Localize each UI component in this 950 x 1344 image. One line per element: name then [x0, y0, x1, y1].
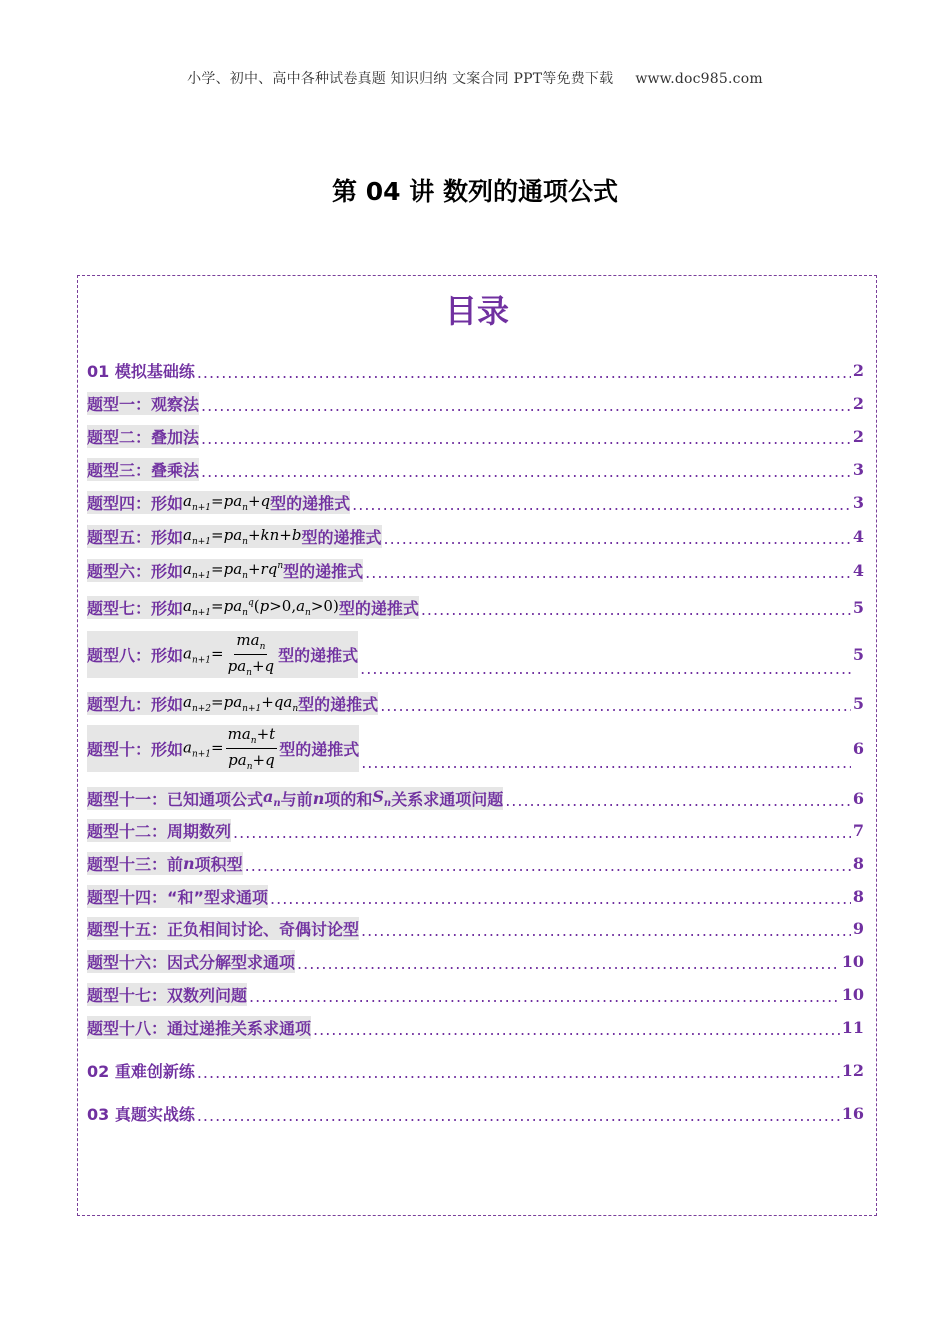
toc-entry-label: 01 模拟基础练 — [87, 362, 195, 381]
toc-entry-label: 题型十四：“和”型求通项 — [87, 885, 268, 908]
dot-leader — [249, 988, 840, 1006]
toc-entry[interactable] — [87, 596, 864, 619]
toc-entry-label: 题型十六：因式分解型求通项 — [87, 950, 295, 973]
dot-leader — [505, 792, 851, 810]
toc-entry-page: 12 — [841, 1061, 864, 1080]
toc-entry-page: 9 — [852, 919, 864, 938]
dot-leader — [421, 601, 851, 619]
toc-entry-page: 8 — [852, 887, 864, 906]
toc-entry-page: 2 — [852, 361, 864, 380]
toc-entry[interactable] — [87, 983, 864, 1006]
toc-entry[interactable] — [87, 787, 864, 810]
formula: $a_{n+1}=pa_n+kn+b$ — [183, 526, 302, 547]
dot-leader — [361, 754, 851, 772]
dot-leader — [313, 1021, 840, 1039]
toc-entry-page: 10 — [841, 985, 864, 1004]
dot-leader — [361, 922, 851, 940]
toc-entry[interactable] — [87, 852, 864, 875]
toc-entry-page: 5 — [852, 598, 864, 617]
toc-entry-label: 题型二：叠加法 — [87, 425, 199, 448]
toc-entry[interactable] — [87, 725, 864, 772]
page-header — [0, 68, 950, 88]
dot-leader — [360, 660, 851, 678]
table-of-contents — [77, 275, 877, 1216]
toc-entry[interactable] — [87, 1102, 864, 1125]
toc-entry-page: 4 — [852, 561, 864, 580]
formula: $a_{n+1}=pa_n+q$ — [183, 492, 271, 513]
toc-entry-label: 02 重难创新练 — [87, 1062, 195, 1081]
toc-entry-label: 题型一：观察法 — [87, 392, 199, 415]
toc-entry[interactable] — [87, 1016, 864, 1039]
toc-entry-label: 题型七：形如 $a_{n+1}=pa_n^q(p>0,a_n>0)$ 型的递推式 — [87, 597, 419, 618]
toc-entry[interactable] — [87, 819, 864, 842]
toc-entry[interactable] — [87, 559, 864, 582]
toc-entry[interactable] — [87, 458, 864, 481]
toc-entry-page: 2 — [852, 427, 864, 446]
toc-entry-label: 题型十三：前 n 项积型 — [87, 854, 243, 874]
toc-entry-page: 6 — [852, 739, 864, 758]
toc-entry-page: 6 — [852, 789, 864, 808]
toc-entry-label: 题型十一：已知通项公式 $a_n$ 与前 n 项的和 $S_n$ 关系求通项问题 — [87, 787, 504, 810]
formula: $a_{n+2}=pa_{n+1}+qa_n$ — [183, 693, 299, 714]
toc-heading: 目录 — [444, 292, 509, 330]
toc-entry[interactable] — [87, 525, 864, 548]
toc-entry-label: 题型十七：双数列问题 — [87, 983, 247, 1006]
toc-entry-page: 3 — [852, 493, 864, 512]
toc-entry-page: 11 — [841, 1018, 864, 1037]
toc-entry[interactable] — [87, 950, 864, 973]
toc-entry-label: 题型十五：正负相间讨论、奇偶讨论型 — [87, 917, 359, 940]
toc-entry-page: 5 — [852, 694, 864, 713]
toc-entry-label: 题型八：形如 $a_{n+1}=$ $\frac{ma_n}{pa_n+q}$ 型的递推式 — [87, 631, 359, 678]
toc-entry[interactable] — [87, 425, 864, 448]
toc-entry-page: 10 — [841, 952, 864, 971]
header-text: 小学、初中、高中各种试卷真题 知识归纳 文案合同 PPT等免费下载 — [187, 71, 614, 87]
toc-entry[interactable] — [87, 631, 864, 678]
toc-entry[interactable] — [87, 1059, 864, 1082]
toc-entry-label: 题型十二：周期数列 — [87, 819, 231, 842]
toc-entry-label: 题型四：形如 $a_{n+1}=pa_n+q$ 型的递推式 — [87, 492, 351, 513]
dot-leader — [384, 530, 851, 548]
toc-entry-page: 4 — [852, 527, 864, 546]
toc-entry[interactable] — [87, 359, 864, 382]
dot-leader — [365, 564, 851, 582]
page-title: 第 04 讲 数列的通项公式 — [332, 177, 618, 206]
dot-leader — [197, 364, 851, 382]
dot-leader — [197, 1107, 840, 1125]
toc-entry-page: 8 — [852, 854, 864, 873]
dot-leader — [380, 697, 851, 715]
formula: $a_{n+1}=pa_n+rq^n$ — [183, 560, 284, 581]
dot-leader — [270, 890, 851, 908]
toc-entry-page: 3 — [852, 460, 864, 479]
toc-entry-label: 题型十：形如 $a_{n+1}=$ $\frac{ma_n+t}{pa_n+q}$ 型的递推式 — [87, 725, 360, 772]
toc-entry[interactable] — [87, 392, 864, 415]
toc-entry-label: 题型三：叠乘法 — [87, 458, 199, 481]
dot-leader — [201, 397, 851, 415]
toc-entry-page: 7 — [852, 821, 864, 840]
toc-entry-label: 题型五：形如 $a_{n+1}=pa_n+kn+b$ 型的递推式 — [87, 526, 382, 547]
formula: $a_{n+1}=$ $\frac{ma_n}{pa_n+q}$ — [183, 631, 275, 678]
toc-entry-label: 题型十八：通过递推关系求通项 — [87, 1016, 311, 1039]
dot-leader — [245, 857, 851, 875]
toc-entry[interactable] — [87, 917, 864, 940]
dot-leader — [197, 1064, 840, 1082]
dot-leader — [297, 955, 840, 973]
toc-entry-page: 2 — [852, 394, 864, 413]
dot-leader — [352, 496, 851, 514]
toc-entry-label: 题型六：形如 $a_{n+1}=pa_n+rq^n$ 型的递推式 — [87, 560, 364, 581]
dot-leader — [201, 430, 851, 448]
header-site: www.doc985.com — [635, 71, 763, 87]
toc-entry-label: 题型九：形如 $a_{n+2}=pa_{n+1}+qa_n$ 型的递推式 — [87, 693, 379, 714]
toc-entry-page: 16 — [841, 1104, 864, 1123]
toc-entry-page: 5 — [852, 645, 864, 664]
toc-entry[interactable] — [87, 491, 864, 514]
formula: $a_{n+1}=pa_n^q(p>0,a_n>0)$ — [183, 597, 339, 618]
dot-leader — [201, 463, 851, 481]
toc-entry[interactable] — [87, 885, 864, 908]
toc-entry-label: 03 真题实战练 — [87, 1105, 195, 1124]
formula: $a_{n+1}=$ $\frac{ma_n+t}{pa_n+q}$ — [183, 725, 276, 772]
dot-leader — [233, 824, 851, 842]
toc-entry[interactable] — [87, 692, 864, 715]
